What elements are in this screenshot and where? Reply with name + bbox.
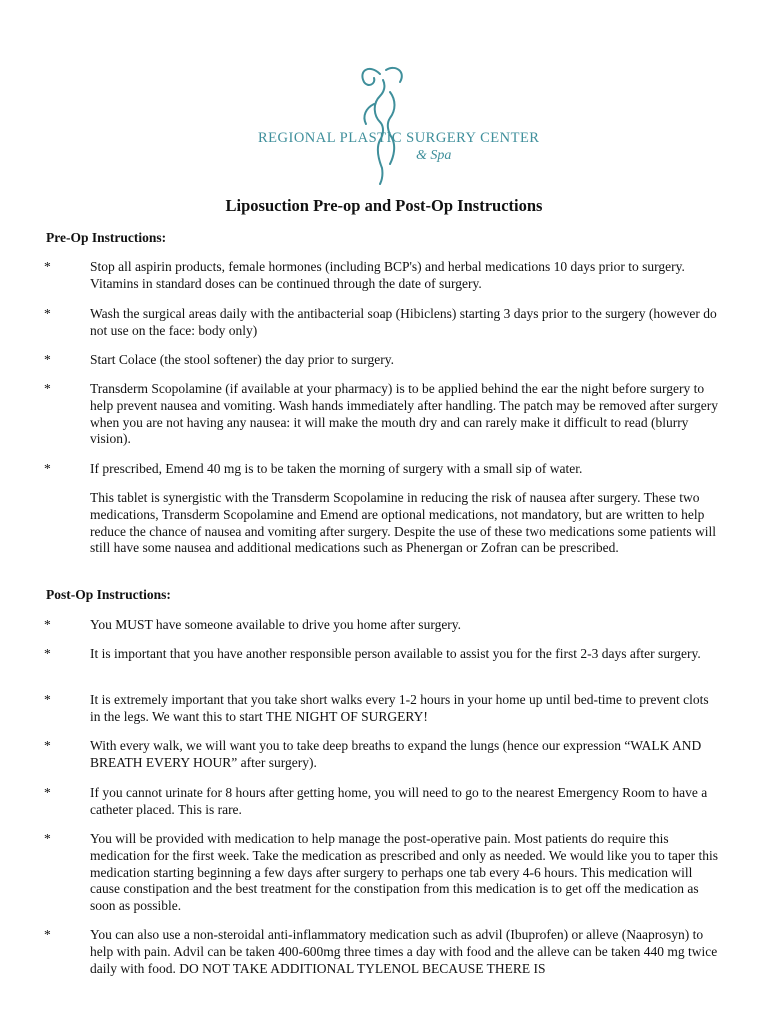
bullet-marker: * <box>44 831 51 846</box>
bullet-marker: * <box>44 927 51 942</box>
pre-op-note: This tablet is synergistic with the Transderm Scopolamine in reducing the risk of nausea after surgery. These two medications, Transderm Scopolamine and Emend are optional medications, not mandatory, but are written to help reduce the chance of nausea and vomiting after surgery. Despite the use of these two medications some patients will still have some nausea and additional medications such as Phenergan or Zofran can be prescribed. <box>90 490 717 556</box>
post-op-item-text: You MUST have someone available to drive you home after surgery. <box>90 617 462 632</box>
bullet-marker: * <box>44 381 51 396</box>
bullet-marker: * <box>44 352 51 367</box>
post-op-item-text: With every walk, we will want you to take deep breaths to expand the lungs (hence our expression “WALK AND BREATH EVERY HOUR” after surgery). <box>90 738 702 770</box>
woman-figure-logo-icon <box>350 60 420 185</box>
bullet-marker: * <box>44 617 51 632</box>
pre-op-item-text: If prescribed, Emend 40 mg is to be taken the morning of surgery with a small sip of water. <box>90 461 583 476</box>
bullet-marker: * <box>44 306 51 321</box>
post-op-item-text: You can also use a non-steroidal anti-inflammatory medication such as advil (Ibuprofen) or alleve (Naaprosyn) to help with pain. Advil can be taken 400-600mg three times a day with food and the alleve can be taken 440 mg twice daily with food. DO NOT TAKE ADDITIONAL TYLENOL BECAUSE THERE IS <box>90 927 718 976</box>
bullet-marker: * <box>44 259 51 274</box>
pre-op-item-text: Start Colace (the stool softener) the day prior to surgery. <box>90 352 395 367</box>
bullet-marker: * <box>44 738 51 753</box>
post-op-item-text: You will be provided with medication to help manage the post-operative pain. Most patients do require this medication for the first week. Take the medication as prescribed and only as needed. We would like you to taper this medication starting beginning a few days after surgery to perhaps one tab every 4-6 hours. This medication will cause constipation and the best treatment for the constipation from this medication is to get off the medication as soon as possible. <box>90 831 719 914</box>
pre-op-heading: Pre-Op Instructions: <box>46 230 167 245</box>
pre-op-item <box>44 259 724 293</box>
bullet-marker: * <box>44 461 51 476</box>
post-op-heading: Post-Op Instructions: <box>46 587 171 602</box>
post-op-item <box>44 785 724 819</box>
pre-op-item-text: Stop all aspirin products, female hormones (including BCP's) and herbal medications 10 days prior to surgery. Vitamins in standard doses can be continued through the date of surgery. <box>90 259 685 291</box>
post-op-item-text: If you cannot urinate for 8 hours after getting home, you will need to go to the nearest Emergency Room to have a catheter placed. This is rare. <box>90 785 708 817</box>
clinic-name: REGIONAL PLASTIC SURGERY CENTER <box>258 130 540 146</box>
post-op-item <box>44 646 724 663</box>
bullet-marker: * <box>44 646 51 661</box>
pre-op-item <box>44 461 724 478</box>
clinic-spa-label: & Spa <box>416 148 452 163</box>
pre-op-item-text: Wash the surgical areas daily with the antibacterial soap (Hibiclens) starting 3 days prior to the surgery (however do not use on the face: body only) <box>90 306 717 338</box>
post-op-item-text: It is important that you have another responsible person available to assist you for the first 2-3 days after surgery. <box>90 646 701 661</box>
post-op-item-text: It is extremely important that you take short walks every 1-2 hours in your home up until bed-time to prevent clots in the legs. We want this to start THE NIGHT OF SURGERY! <box>90 692 709 724</box>
post-op-item <box>44 692 724 726</box>
pre-op-item-text: Transderm Scopolamine (if available at your pharmacy) is to be applied behind the ear the night before surgery to help prevent nausea and vomiting. Wash hands immediately after handling. The patch may be removed after surgery when you are not having any nausea: it will make the mouth dry and can rarely make it difficult to read (blurry vision). <box>90 381 718 447</box>
post-op-item <box>44 831 724 915</box>
bullet-marker: * <box>44 692 51 707</box>
post-op-item <box>44 738 724 772</box>
pre-op-item <box>44 381 724 448</box>
post-op-item <box>44 617 724 634</box>
document-title: Liposuction Pre-op and Post-Op Instructions <box>225 196 543 215</box>
pre-op-item <box>44 306 724 340</box>
pre-op-item <box>44 352 724 369</box>
clinic-logo <box>250 60 540 185</box>
post-op-item <box>44 927 724 977</box>
bullet-marker: * <box>44 785 51 800</box>
